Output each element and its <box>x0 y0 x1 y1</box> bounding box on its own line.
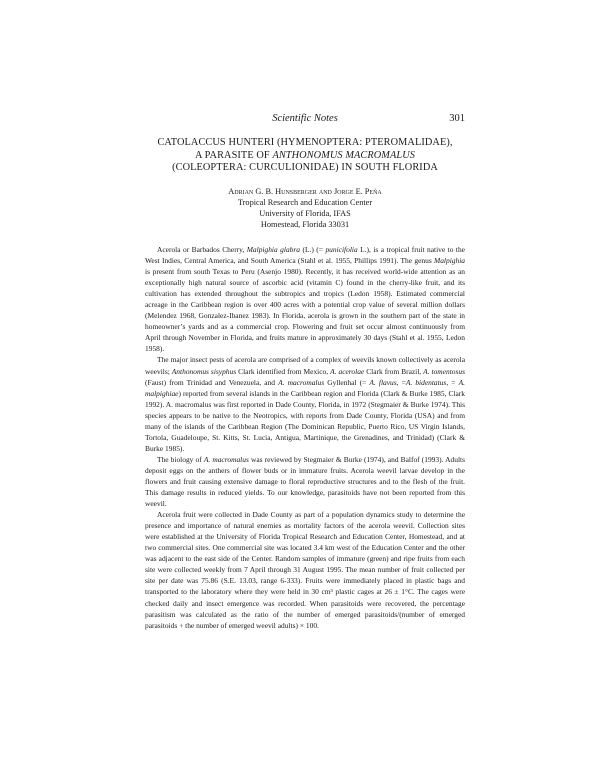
italic-run: punicifolia <box>325 245 358 254</box>
text-run: Clark identified from Mexico, <box>236 366 331 376</box>
title-line-3: (COLEOPTERA: CURCULIONIDAE) IN SOUTH FLORIDA <box>172 162 438 173</box>
text-run: ) reported from several islands in the Caribbean region and Florida (Clark & Burke 1985, Clark 1992). A. macromalus was first reported in Dade County, Florida, in 1972 (Stegmaier & Burke 1974). This species appears to be native to the Neotropics, with reports from Dade County, Florida (USA) and from many of the islands of the Caribbean Region (The Dominican Republic, Puerto Rico, US Virgin Islands, Tortola, Guadeloupe, St. Kitts, St. Lucia, Antigua, Martinique, the Grenadines, and Trinidad) (Clark & Burke 1985). <box>145 388 465 453</box>
italic-run: Anthonomus sisyphus <box>171 366 237 376</box>
running-header <box>145 113 465 129</box>
affiliation-2: University of Florida, IFAS <box>259 209 351 218</box>
author-block <box>145 186 465 230</box>
text-run: was reviewed by Stegmaier & Burke (1974), and Balfof (1993). Adults deposit eggs on the anthers of flower buds or in immature fruits. Acerola weevil larvae develop in the flowers and fruit causing extensive damage to floral reproductive structures and to the flesh of the fruit. This damage results in reduced yields. To our knowledge, parasitoids have not been reported from this weevil. <box>145 454 465 509</box>
italic-run: A. macromalus <box>203 454 249 464</box>
body-paragraph-2 <box>145 354 465 453</box>
title-genus-species: ANTHONOMUS MACROMALUS <box>272 149 415 161</box>
text-run: Gyllenhal (= <box>324 377 370 387</box>
text-run: is present from south Texas to Peru (Asenjo 1980). Recently, it has received world-wide attention as an exceptionally high natural source of ascorbic acid (vitamin C) found in the cherry-like fruit, and its cultivation has extended throughout the subtropics and tropics (Ledon 1958). Estimated commercial acreage in the Caribbean region is over 400 acres with a potential crop value of several million dollars (Melendez 1968, Gonzalez-Ibanez 1983). In Florida, acerola is grown in the southern part of the state in homeowner’s yards and as a commercial crop. Flowering and fruit set occur almost continuously from April through November in Florida, and fruits mature in approximately 30 days (Stahl et al. 1955, Ledon 1958). <box>145 267 465 354</box>
address: Homestead, Florida 33031 <box>260 220 350 229</box>
text-run: , = <box>396 377 406 387</box>
article-title <box>145 137 465 175</box>
italic-run: A. tomentosus <box>423 366 465 376</box>
text-run: The major insect pests of acerola are comprised of a complex of weevils known collectively as acerola weevils; <box>145 355 465 376</box>
text-run: , = <box>446 377 459 387</box>
title-line-1: CATOLACCUS HUNTERI (HYMENOPTERA: PTEROMALIDAE), <box>157 137 453 148</box>
text-run: (L.) (= <box>300 245 326 254</box>
text-run: Clark from Brazil, <box>364 366 424 376</box>
italic-run: A. malpighiae <box>145 377 465 398</box>
article-body <box>145 244 465 631</box>
author-names: Adrian G. B. Hunsberger and Jorge E. Peña <box>228 187 382 196</box>
journal-section-name: Scientific Notes <box>272 113 338 124</box>
text-run: (Faust) from Trinidad and Venezuela, and <box>145 377 279 387</box>
italic-run: A. macromalus <box>278 377 325 387</box>
text-run: The biology of <box>157 454 204 464</box>
title-line-2: A PARASITE OF ANTHONOMUS MACROMALUS <box>195 149 415 161</box>
italic-run: Malpighia <box>434 256 465 266</box>
body-paragraph-4 <box>145 509 465 631</box>
body-paragraph-3 <box>145 454 465 509</box>
italic-run: A. acerolae <box>330 366 365 376</box>
body-paragraph-1 <box>145 244 465 354</box>
text-run: Acerola or Barbados Cherry, <box>157 245 247 254</box>
italic-run: A. flavus <box>369 377 397 387</box>
page-number: 301 <box>449 113 465 124</box>
text-run: L.), is a tropical fruit native to the West Indies, Central America, and South America (Stahl et al. 1955, Phillips 1991). The genus <box>145 245 465 266</box>
italic-run: Malpighia glabra <box>246 245 301 254</box>
text-run: Acerola fruit were collected in Dade County as part of a population dynamics study to determine the presence and importance of natural enemies as mortality factors of the acerola weevil. Collection sites were established at the University of Florida Tropical Research and Education Center, Homestead, and at two commercial sites. One commercial site was located 3.4 km west of the Education Center and the other was adjacent to the east side of the Center. Random samples of immature (green) and ripe fruits from each site were collected weekly from 7 April through 31 August 1995. The mean number of fruit collected per site per date was 75.86 (S.E. 13.03, range 6-333). Fruits were immediately placed in plastic bags and transported to the laboratory where they were held in 30 cm³ plastic cages at 26 ± 1°C. The cages were checked daily and insect emergence was recorded. When parasitoids were recovered, the percentage parasitism was calculated as the ratio of the number of emerged parasitoids/(number of emerged parasitoids + the number of emerged weevil adults) × 100. <box>145 510 465 630</box>
affiliation-1: Tropical Research and Education Center <box>237 198 373 207</box>
italic-run: A. bidentatus <box>405 377 447 387</box>
